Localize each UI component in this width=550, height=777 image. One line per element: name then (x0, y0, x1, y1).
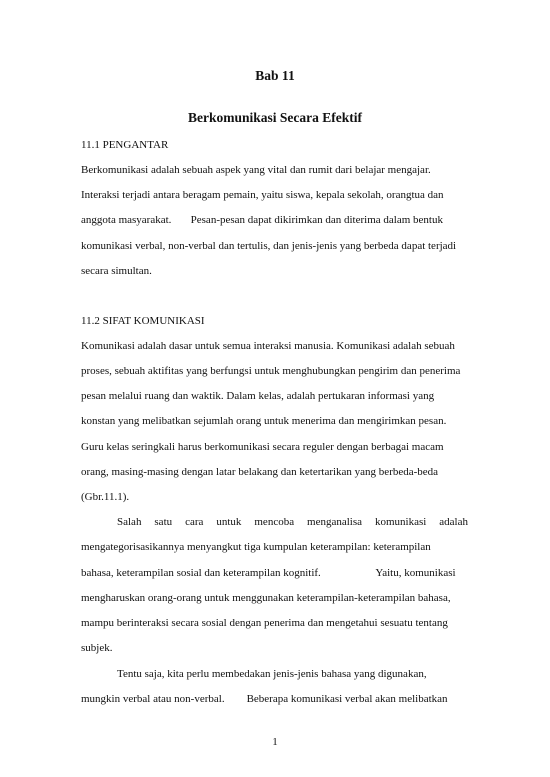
paragraph-line: secara simultan. (81, 265, 152, 277)
paragraph-line: pesan melalui ruang dan waktik. Dalam kelas, adalah pertukaran informasi yang (81, 390, 435, 402)
paragraph-line: mungkin verbal atau non-verbal. Beberapa komunikasi verbal akan melibatkan (81, 693, 448, 705)
section-heading-pengantar: 11.1 PENGANTAR (81, 139, 169, 151)
paragraph-line: bahasa, keterampilan sosial dan keterampilan kognitif. Yaitu, komunikasi (81, 567, 456, 579)
paragraph-line: Interaksi terjadi antara beragam pemain, yaitu siswa, kepala sekolah, orangtua dan (81, 189, 444, 201)
paragraph-line: orang, masing-masing dengan latar belakang dan ketertarikan yang berbeda-beda (81, 466, 439, 478)
paragraph-line: Komunikasi adalah dasar untuk semua interaksi manusia. Komunikasi adalah sebuah (81, 340, 455, 352)
paragraph-line: mengategorisasikannya menyangkut tiga kumpulan keterampilan: keterampilan (81, 541, 431, 553)
chapter-title: Berkomunikasi Secara Efektif (188, 110, 362, 125)
paragraph-line: konstan yang melibatkan sejumlah orang untuk menerima dan mengirimkan pesan. (81, 415, 447, 427)
paragraph-line: subjek. (81, 642, 113, 654)
paragraph-line: mampu berinteraksi secara sosial dengan penerima dan mengetahui sesuatu tentang (81, 617, 448, 629)
page-number: 1 (272, 736, 278, 748)
paragraph-line: Tentu saja, kita perlu membedakan jenis-jenis bahasa yang digunakan, (117, 668, 427, 680)
paragraph-line: Salah satu cara untuk mencoba menganalisa komunikasi adalah (117, 516, 468, 528)
chapter-label: Bab 11 (255, 68, 295, 83)
paragraph-line: proses, sebuah aktifitas yang berfungsi untuk menghubungkan pengirim dan penerima (81, 365, 461, 377)
paragraph-line: anggota masyarakat. Pesan-pesan dapat dikirimkan dan diterima dalam bentuk (81, 214, 443, 226)
paragraph-line: Guru kelas seringkali harus berkomunikasi secara reguler dengan berbagai macam (81, 441, 444, 453)
paragraph-line: Berkomunikasi adalah sebuah aspek yang vital dan rumit dari belajar mengajar. (81, 164, 431, 176)
paragraph-line: (Gbr.11.1). (81, 491, 130, 503)
paragraph-line: mengharuskan orang-orang untuk menggunakan keterampilan-keterampilan bahasa, (81, 592, 451, 604)
paragraph-line: komunikasi verbal, non-verbal dan tertulis, dan jenis-jenis yang berbeda dapat terjadi (81, 240, 457, 252)
section-heading-sifat-komunikasi: 11.2 SIFAT KOMUNIKASI (81, 315, 205, 327)
